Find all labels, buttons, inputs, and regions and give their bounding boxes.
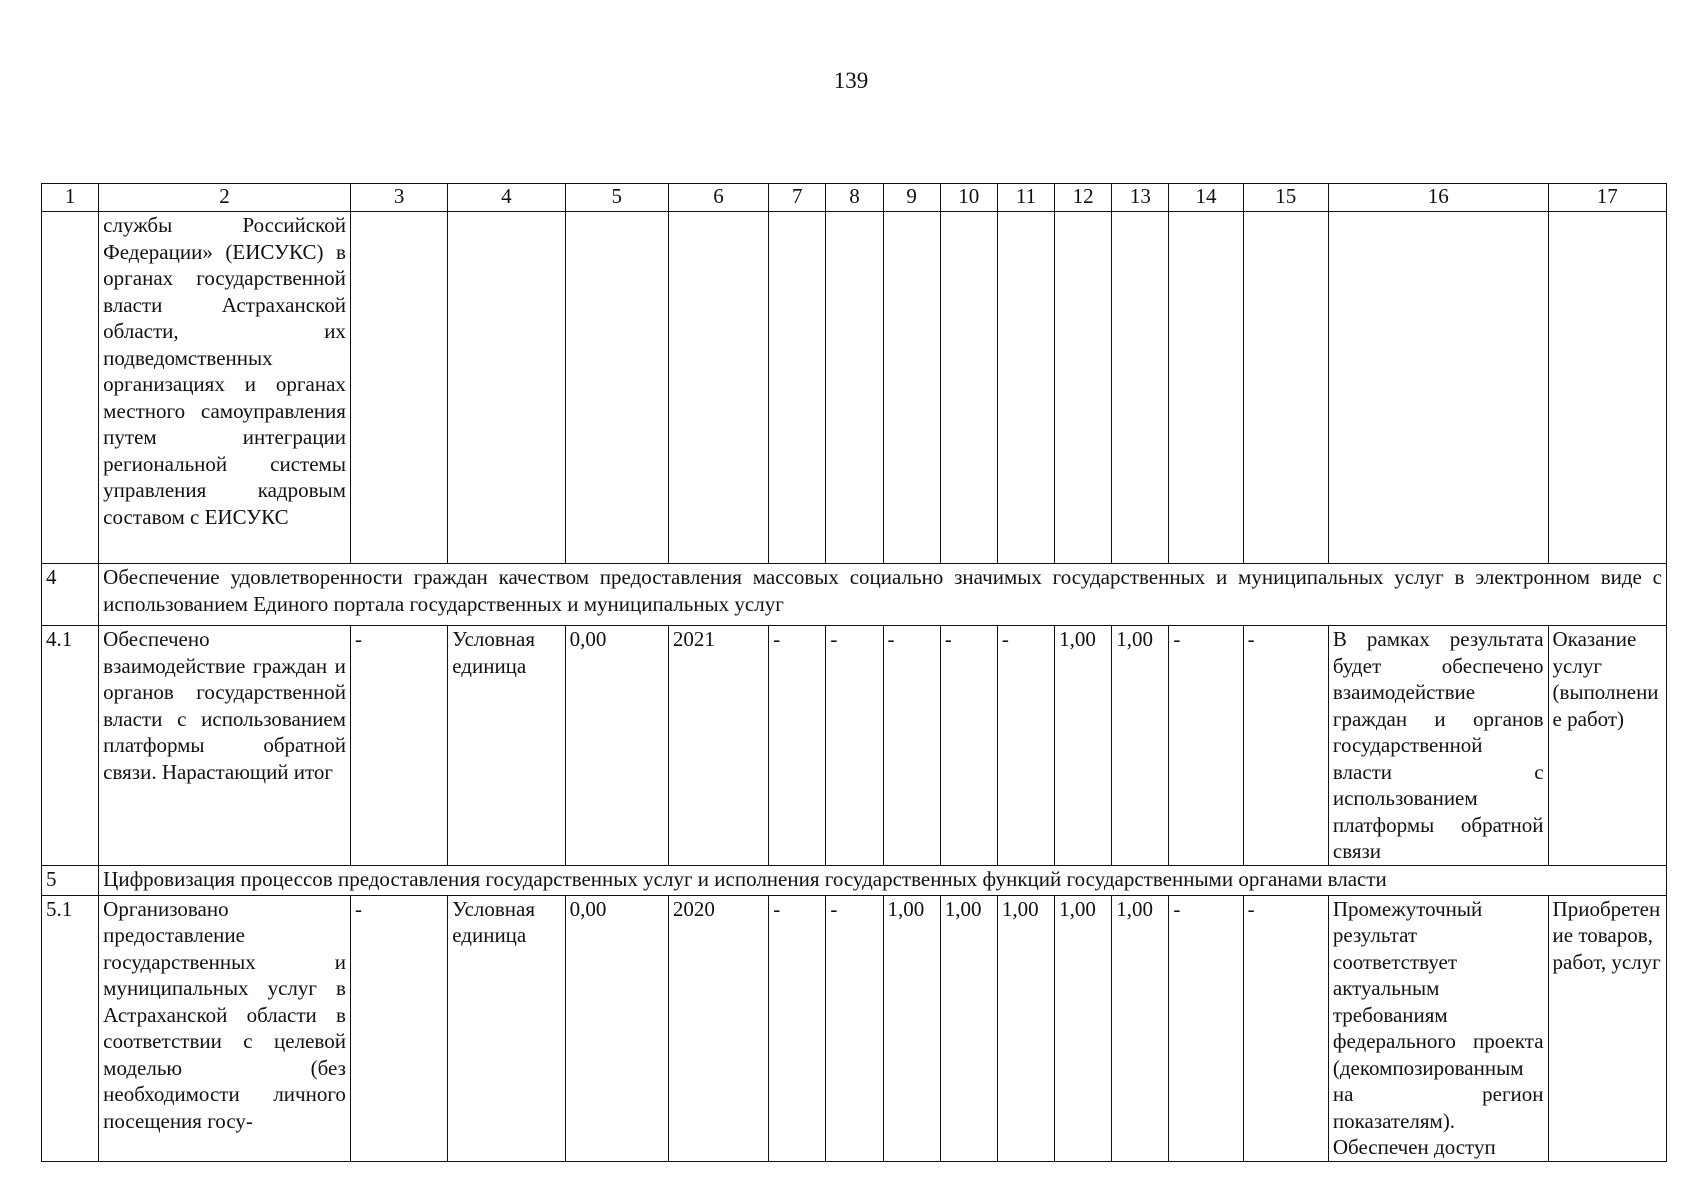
program-results-table: [41, 183, 1667, 1162]
column-header: 14: [1169, 184, 1243, 212]
cell-col-14: -: [1169, 626, 1243, 866]
cell-col-3: -: [350, 895, 447, 1161]
column-header: 5: [565, 184, 668, 212]
column-number-row: [42, 184, 1667, 212]
cell-base-year: 2021: [668, 626, 768, 866]
section-row: [42, 865, 1667, 895]
cell-col-11: 1,00: [997, 895, 1054, 1161]
column-header: 7: [769, 184, 826, 212]
cell-col-14: -: [1169, 895, 1243, 1161]
section-number: 4: [42, 564, 99, 626]
column-header: 1: [42, 184, 99, 212]
column-header: 9: [883, 184, 940, 212]
cell-col-10: -: [940, 626, 997, 866]
cell-col-9: -: [883, 626, 940, 866]
cell-col-8: -: [826, 626, 883, 866]
page-number: 139: [833, 68, 869, 93]
cell-base-value: 0,00: [565, 626, 668, 866]
cell-col-10: 1,00: [940, 895, 997, 1161]
cell-col-7: -: [769, 895, 826, 1161]
cell-base-value: 0,00: [565, 895, 668, 1161]
result-name-cell: Организовано предоставление государственных и муниципальных услуг в Астраханской области в соответствии с целевой моделью (без необходимости личного посещения госу-: [99, 895, 351, 1161]
column-header: 15: [1243, 184, 1328, 212]
cell-col-15: -: [1243, 895, 1328, 1161]
cell-col-13: 1,00: [1112, 626, 1169, 866]
section-title: Обеспечение удовлетворенности граждан качеством предоставления массовых социально значимых государственных и муниципальных услуг в электронном виде с использованием Единого портала государственных и муниципальных услуг: [99, 564, 1667, 626]
column-header: 4: [448, 184, 565, 212]
column-header: 8: [826, 184, 883, 212]
column-header: 11: [997, 184, 1054, 212]
cell-col-11: -: [997, 626, 1054, 866]
cell-col-15: -: [1243, 626, 1328, 866]
cell-unit: Условная единица: [448, 895, 565, 1161]
column-header: 16: [1328, 184, 1548, 212]
row-number: 5.1: [42, 895, 99, 1161]
column-header: 2: [99, 184, 351, 212]
section-number: 5: [42, 865, 99, 895]
cell-type: Оказание услуг (выполнение работ): [1548, 626, 1666, 866]
column-header: 17: [1548, 184, 1666, 212]
column-header: 10: [940, 184, 997, 212]
table-row: [42, 626, 1667, 866]
cell-type: Приобретение товаров, работ, услуг: [1548, 895, 1666, 1161]
cell-base-year: 2020: [668, 895, 768, 1161]
cell-description: Промежуточный результат соответствует актуальным требованиям федерального проекта (декомпозированным на регион показателям). Обеспечен доступ: [1328, 895, 1548, 1161]
column-header: 12: [1055, 184, 1112, 212]
cell-col-13: 1,00: [1112, 895, 1169, 1161]
column-header: 3: [350, 184, 447, 212]
cell-col-9: 1,00: [883, 895, 940, 1161]
row-number: 4.1: [42, 626, 99, 866]
cell-col-7: -: [769, 626, 826, 866]
cell-col-12: 1,00: [1055, 895, 1112, 1161]
result-name-cell: службы Российской Федерации» (ЕИСУКС) в органах государственной власти Астраханской области, их подведомственных организациях и органах местного самоуправления путем интеграции региональной системы управления кадровым составом с ЕИСУКС: [99, 212, 351, 564]
cell-unit: Условная единица: [448, 626, 565, 866]
cell-col-8: -: [826, 895, 883, 1161]
cell-col-12: 1,00: [1055, 626, 1112, 866]
column-header: 13: [1112, 184, 1169, 212]
cell-description: В рамках результата будет обеспечено взаимодействие граждан и органов государственной власти с использованием платформы обратной связи: [1328, 626, 1548, 866]
cell-col-3: -: [350, 626, 447, 866]
table-row-continued: [42, 212, 1667, 564]
section-title: Цифровизация процессов предоставления государственных услуг и исполнения государственных функций государственными органами власти: [99, 865, 1667, 895]
result-name-cell: Обеспечено взаимодействие граждан и органов государственной власти с использованием платформы обратной связи. Нарастающий итог: [99, 626, 351, 866]
section-row: [42, 564, 1667, 626]
table-row: [42, 895, 1667, 1161]
column-header: 6: [668, 184, 768, 212]
